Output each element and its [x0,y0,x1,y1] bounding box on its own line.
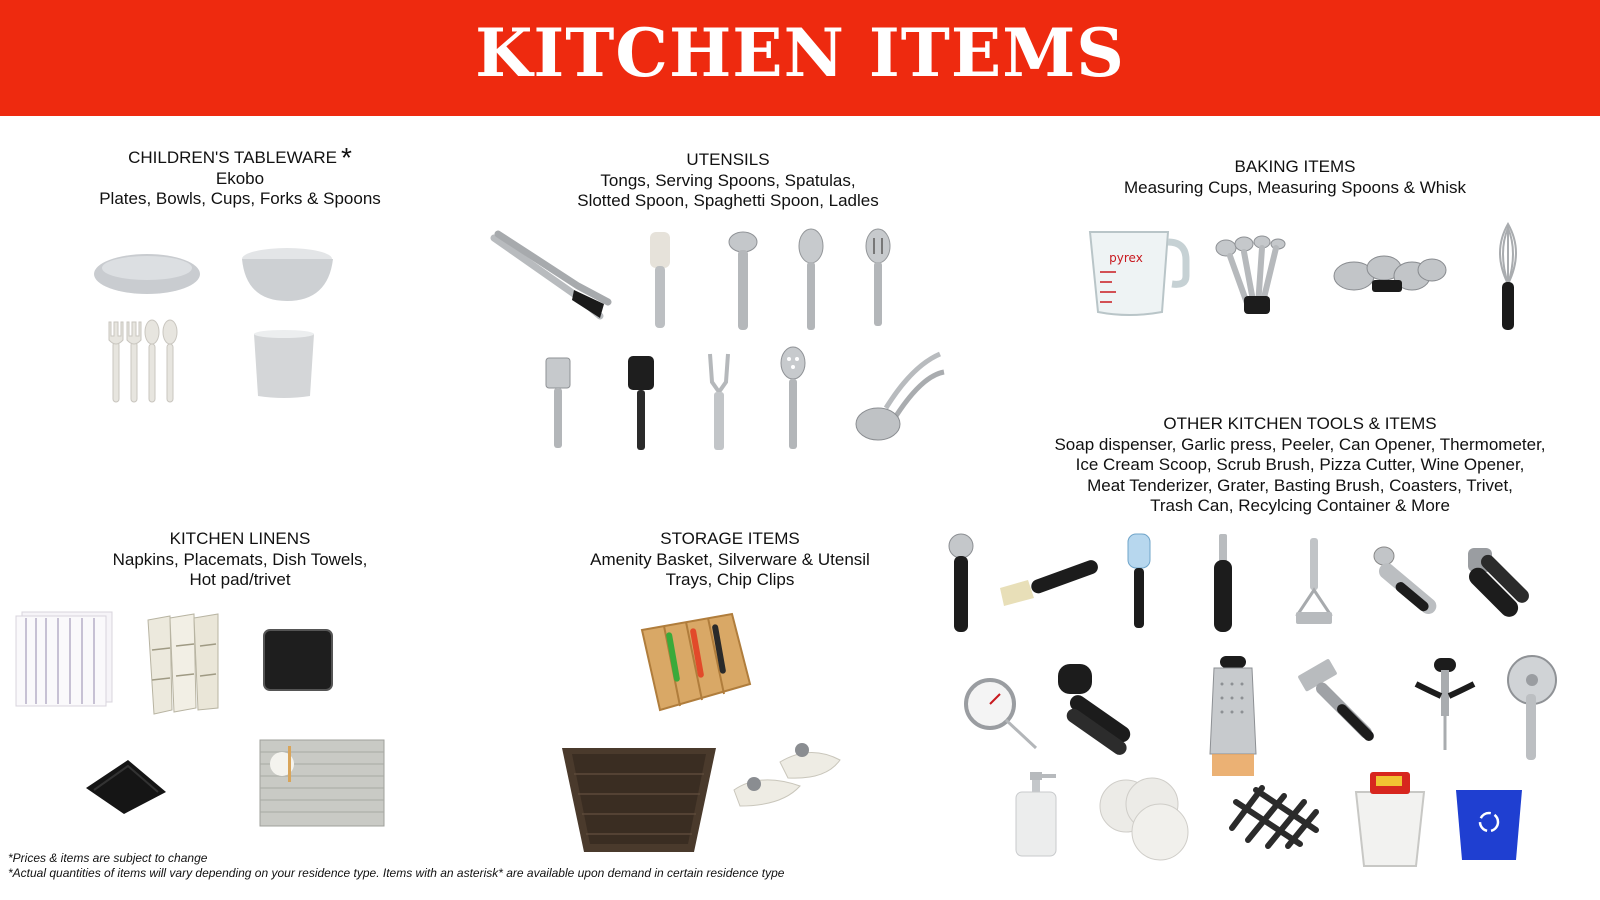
forks-spoons-image [105,318,185,406]
section-childrens-tableware [40,142,440,210]
scrub-brush-image [1122,532,1156,630]
ladle-image [726,230,760,332]
asterisk-marker: * [340,142,352,173]
folded-napkin-image [84,758,168,814]
turner-image [544,356,572,450]
section-heading: OTHER KITCHEN TOOLS & ITEMS [1163,414,1437,433]
wine-opener-image [1412,656,1478,752]
measuring-cup-image [1086,226,1190,318]
basting-brush-image [998,548,1102,606]
section-line: Amenity Basket, Silverware & Utensil [590,549,870,569]
section-line: Napkins, Placemats, Dish Towels, [112,549,368,569]
measuring-cups-image [1332,236,1448,304]
peeler-image [1210,532,1236,634]
pyrex-label: pyrex [1109,251,1143,265]
section-heading: BAKING ITEMS [1234,157,1356,176]
section-utensils [528,150,928,212]
plate-image [92,248,202,300]
section-line: Trays, Chip Clips [665,570,795,589]
section-line: Plates, Bowls, Cups, Forks & Spoons [99,189,381,208]
fork-image [706,352,732,452]
whisk-image [1490,222,1526,332]
section-storage-items [540,529,920,591]
section-heading: KITCHEN LINENS [169,529,311,548]
grater-image [1206,654,1260,778]
soap-dispenser-image [1010,770,1062,858]
section-line: Ekobo [215,168,265,188]
garlic-press-image [1372,544,1448,624]
section-heading: UTENSILS [686,150,770,169]
coasters-image [1096,776,1192,862]
hot-pad-image [262,628,334,692]
bowl-image [240,245,335,305]
footnote-quantities: *Actual quantities of items will vary depending on your residence type. Items with an asterisk* are available upon demand in certain residence type [8,866,785,880]
title-banner [0,0,1600,116]
recycling-container-image [1454,786,1524,862]
spaghetti-spoon-image [778,345,808,451]
section-kitchen-linens [60,529,420,591]
utensil-tray-image [640,612,752,712]
section-line: Meat Tenderizer, Grater, Basting Brush, Coasters, Trivet, [1087,475,1513,495]
pizza-cutter-image [1500,654,1558,762]
can-opener-image [1464,544,1540,630]
meat-tenderizer-image [1298,656,1390,750]
placemat-image [258,738,386,828]
footnote-prices: *Prices & items are subject to change [8,851,208,865]
spatula-image [648,230,672,330]
trivet-image [1228,782,1320,850]
dish-towels-image [146,610,220,716]
section-line: Hot pad/trivet [189,570,291,589]
serving-spoon-image [797,228,825,332]
cup-image [252,330,316,400]
section-line: Slotted Spoon, Spaghetti Spoon, Ladles [577,191,879,210]
potato-masher-image [1294,536,1334,628]
ice-cream-scoop-image [946,532,976,634]
slotted-spoon-image [864,228,892,328]
slotted-turner-image [626,354,656,452]
chip-clips-image [730,736,842,808]
section-line: Measuring Cups, Measuring Spoons & Whisk [1123,177,1467,197]
tongs-image [488,232,612,324]
serving-tongs-image [852,346,948,446]
napkins-image [12,610,114,708]
handheld-can-opener-image [1056,662,1148,750]
section-heading: STORAGE ITEMS [660,529,800,548]
section-heading: CHILDREN'S TABLEWARE [128,148,337,167]
thermometer-image [962,674,1038,750]
section-baking-items [1045,157,1545,198]
trash-can-image [1352,770,1428,868]
section-line: Trash Can, Recylcing Container & More [1150,496,1450,515]
amenity-basket-image [560,744,718,854]
section-line: Tongs, Serving Spoons, Spatulas, [600,170,856,190]
measuring-spoons-image [1214,234,1310,318]
section-other-tools [1010,414,1590,517]
section-line: Soap dispenser, Garlic press, Peeler, Can Opener, Thermometer, [1054,434,1546,454]
section-line: Ice Cream Scoop, Scrub Brush, Pizza Cutter, Wine Opener, [1075,455,1525,474]
page-title: KITCHEN ITEMS [475,14,1125,92]
